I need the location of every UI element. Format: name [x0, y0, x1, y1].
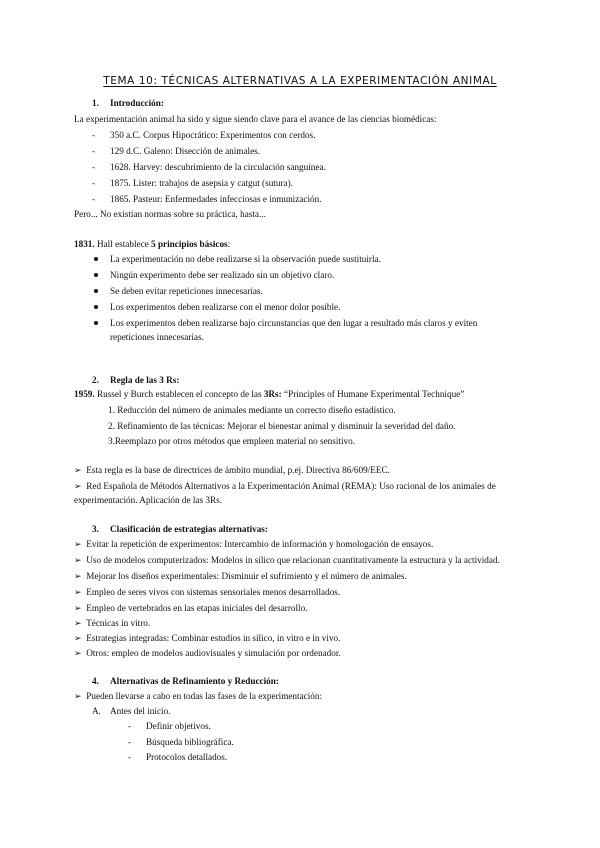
3rs-label: 3Rs:	[263, 389, 282, 399]
list-dash: -	[92, 162, 96, 172]
section-1-heading: Introducción:	[110, 98, 164, 108]
bullet-icon	[94, 257, 98, 261]
history-item: 1875. Lister: trabajos de asepsia y catgut (sutura).	[110, 178, 293, 188]
3rs-year: 1959.	[74, 389, 95, 399]
list-dash: -	[92, 130, 96, 140]
list-dash: -	[92, 194, 96, 204]
strategy-item: ➢ Técnicas in vitro.	[74, 618, 151, 628]
section-1-outro: Pero... No existían normas sobre su práctica, hasta...	[74, 209, 266, 219]
section-1-intro: La experimentación animal ha sido y sigue siendo clave para el avance de las ciencias biomédicas:	[74, 114, 437, 124]
list-dash: -	[128, 752, 132, 762]
3rs-note-continuation: experimentación. Aplicación de las 3Rs.	[74, 495, 222, 505]
bullet-icon	[94, 321, 98, 325]
list-dash: -	[128, 721, 132, 731]
phase-step: Búsqueda bibliográfica.	[146, 737, 234, 747]
hall-principle: Los experimentos deben realizarse con el menor dolor posible.	[110, 302, 341, 312]
hall-post: :	[227, 239, 231, 249]
hall-pre: Hall establece	[94, 239, 152, 249]
arrow-icon: ➢	[74, 481, 82, 491]
arrow-icon: ➢	[74, 555, 82, 565]
hall-principles: 5 principios básicos	[151, 239, 228, 249]
section-3-number: 3.	[92, 524, 99, 534]
strategy-item: ➢ Mejorar los diseños experimentales: Disminuir el sufrimiento y el número de animales.	[74, 571, 407, 581]
3rs-note: ➢ Red Española de Métodos Alternativos a la Experimentación Animal (REMA): Uso racional de los animales de	[74, 481, 496, 491]
section-2-number: 2.	[92, 375, 99, 385]
bullet-icon	[94, 273, 98, 277]
3rs-item: 3.Reemplazo por otros métodos que empleen material no sensitivo.	[108, 436, 355, 446]
section-3-heading: Clasificación de estrategias alternativas:	[110, 524, 268, 534]
bullet-icon	[94, 305, 98, 309]
arrow-icon: ➢	[74, 603, 82, 613]
history-item: 1628. Harvey: descubrimiento de la circulación sanguínea.	[110, 162, 326, 172]
refinement-note: ➢ Pueden llevarse a cabo en todas las fases de la experimentación:	[74, 691, 323, 701]
arrow-icon: ➢	[74, 571, 82, 581]
strategy-item: ➢ Empleo de seres vivos con sistemas sensoriales menos desarrollados.	[74, 587, 341, 597]
hall-year: 1831.	[74, 239, 95, 249]
list-dash: -	[92, 146, 96, 156]
3rs-pre: Russel y Burch establecen el concepto de las	[94, 389, 264, 399]
section-4-number: 4.	[92, 676, 99, 686]
section-4-heading: Alternativas de Refinamiento y Reducción:	[110, 676, 279, 686]
hall-principle: Ningún experimento debe ser realizado sin un objetivo claro.	[110, 270, 335, 280]
list-dash: -	[128, 737, 132, 747]
history-item: 350 a.C. Corpus Hipocrático: Experimentos con cerdos.	[110, 130, 316, 140]
3rs-book-title: “Principles of Humane Experimental Technique”	[281, 389, 465, 399]
section-2-heading: Regla de las 3 Rs:	[110, 375, 180, 385]
phase-step: Definir objetivos.	[146, 721, 211, 731]
history-item: 129 d.C. Galeno: Disección de animales.	[110, 146, 261, 156]
hall-principle: La experimentación no debe realizarse si la observación puede sustituirla.	[110, 254, 381, 264]
bullet-icon	[94, 289, 98, 293]
strategy-item: ➢ Estrategias integradas: Combinar estudios in silico, in vitro e in vivo.	[74, 633, 341, 643]
arrow-icon: ➢	[74, 465, 82, 475]
arrow-icon: ➢	[74, 633, 82, 643]
arrow-icon: ➢	[74, 618, 82, 628]
3rs-intro	[74, 388, 464, 400]
hall-principle: Se deben evitar repeticiones innecesarias.	[110, 286, 263, 296]
3rs-item: 2. Refinamiento de las técnicas: Mejorar el bienestar animal y disminuir la severidad del daño.	[108, 421, 456, 431]
history-item: 1865. Pasteur: Enfermedades infecciosas e inmunización.	[110, 194, 322, 204]
document-title: TEMA 10: TÉCNICAS ALTERNATIVAS A LA EXPERIMENTACIÓN ANIMAL	[103, 75, 497, 87]
phase-label: Antes del inicio.	[110, 706, 171, 716]
section-1-number: 1.	[92, 98, 99, 108]
hall-principle: Los experimentos deben realizarse bajo circunstancias que den lugar a resultado más claros y eviten	[110, 318, 478, 328]
strategy-item: ➢ Otros: empleo de modelos audiovisuales y simulación por ordenador.	[74, 648, 341, 658]
phase-letter: A.	[92, 706, 101, 716]
phase-step: Protocolos detallados.	[146, 752, 228, 762]
arrow-icon: ➢	[74, 539, 82, 549]
arrow-icon: ➢	[74, 587, 82, 597]
hall-intro	[74, 238, 230, 250]
arrow-icon: ➢	[74, 691, 82, 701]
strategy-item: ➢ Uso de modelos computerizados: Modelos in sílico que relacionan cuantitativamente la estructura y la actividad.	[74, 555, 500, 565]
strategy-item: ➢ Evitar la repetición de experimentos: Intercambio de información y homologación de ensayos.	[74, 539, 434, 549]
strategy-item: ➢ Empleo de vertebrados en las etapas iniciales del desarrollo.	[74, 603, 308, 613]
arrow-icon: ➢	[74, 648, 82, 658]
list-dash: -	[92, 178, 96, 188]
3rs-item: 1. Reducción del número de animales mediante un correcto diseño estadístico.	[108, 405, 396, 415]
3rs-note: ➢ Esta regla es la base de directrices de ámbito mundial, p.ej. Directiva 86/609/EEC.	[74, 465, 390, 475]
hall-principle-continuation: repeticiones innecesarias.	[110, 332, 204, 342]
